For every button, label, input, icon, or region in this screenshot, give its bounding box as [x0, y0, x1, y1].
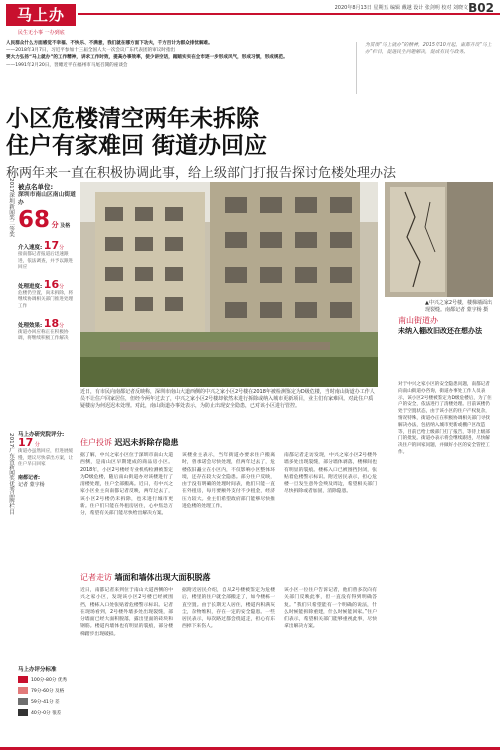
crack-photo-image — [385, 182, 493, 297]
quote-2-source: ——1991年2月20日，習總近平在福州市马尾召開的座谈会 — [6, 62, 128, 68]
score-item — [18, 317, 76, 343]
legend-row — [18, 687, 78, 694]
score-item-title: 介入速度: — [18, 245, 43, 251]
total-score: 68 — [18, 207, 51, 233]
headline-line-2: 住户有家难回 街道办回应 — [6, 133, 268, 159]
score-item-unit: 分 — [59, 283, 65, 290]
research-score-num: 17 — [18, 436, 34, 449]
score-item-text: 街道办回应称正在积极协调，将继续积极工作解决 — [18, 329, 69, 342]
score-item-title: 处理效果: — [18, 322, 43, 329]
research-score-title: 马上办研究院评分: — [18, 432, 65, 438]
research-score-unit: 分 — [34, 442, 40, 448]
section-1-prefix: 住户投诉 — [80, 438, 112, 447]
score-item-unit: 分 — [59, 245, 65, 251]
score-item-num: 18 — [43, 316, 60, 330]
quote-block — [6, 40, 336, 95]
logo-slogan: 民生无小事 一办到底 — [18, 30, 65, 36]
legend-label: 59分-41分 差 — [31, 699, 60, 705]
crack-photo — [385, 182, 493, 297]
score-item-text: 危楼仍空置，尚未拆除，将继续协调相关部门推进处理工作 — [18, 290, 74, 309]
page-number: B02 — [468, 1, 494, 15]
quote-2: 要大力弘扬“马上就办”的工作精神，讲求工作时效，提高办事效率，使少讲空话，踏踏实实在全市逐一步形成风气，形成习惯，形成规范。 — [6, 55, 288, 61]
legend-swatch — [18, 687, 28, 694]
legend-row — [18, 698, 78, 705]
legend-swatch — [18, 676, 28, 683]
section-1-title: 迟迟未拆除存隐患 — [114, 438, 179, 447]
reporter-label: 南都记者: — [18, 474, 40, 481]
section-1-col-2: 该楼业主表示，当年街道办要求住户搬离时，曾承诺会尽快处理，但两年过去了，危楼依旧矗立在小区内，不仅影响小区整体环境，还存在较大安全隐患。部分住户反映，由于没有明确的处理时间表，他们只能一直在外租房，每月要额外支付不少租金，经济压力较大。业主们希望政府部门能够尽快推进危楼的处理工作。 — [182, 453, 275, 510]
legend-title: 马上办评分标准 — [18, 667, 57, 673]
score-item-num: 16 — [43, 277, 60, 291]
right-title-1: 南山街道办 — [398, 316, 438, 325]
legend-label: 40分-0分 很差 — [31, 710, 62, 716]
right-title-2: 未纳入棚改旧改还在想办法 — [398, 327, 482, 335]
header-rule — [78, 13, 500, 15]
score-item — [18, 278, 76, 311]
score-item — [18, 239, 76, 272]
legend-swatch — [18, 698, 28, 705]
column-intro: 为贯彻“马上就办”的精神，2015年10月起，南都开设“马上办”栏目，促进民生问题解决，促成有民与政务。 — [356, 42, 494, 94]
section-2-prefix: 记者走访 — [80, 573, 112, 582]
subheadline: 称两年来一直在积极协调此事，给上级部门打报告探讨危楼处理办法 — [6, 166, 397, 181]
quote-1: 人民群众什么方面感觉不幸福、不快乐、不满意，我们就在哪方面下功夫，千方百计为群众排忧解难。 — [6, 41, 213, 46]
section-2-col-2: 据附近居民介绍，自从2号楼被鉴定为危楼后，楼里的住户就全部搬走了，如今楼栋一直空置。由于长期无人居住，楼道内积满灰尘，杂物堆积，存在一定的安全隐患。一些居民表示，每次路过都会绕道走，担心有东西掉下来伤人。 — [182, 588, 275, 630]
score-item-text: 接南都记者报道后迅速跟进，依法调查，并予以跟进回应 — [18, 252, 74, 271]
section-1-heading — [80, 437, 179, 448]
score-item-num: 17 — [43, 239, 60, 252]
award-label-lower: 2017广东省新闻奖优秀品牌栏目 — [8, 433, 14, 515]
right-body-text: 对于中兴之家小区的安全隐患问题，南都记者向南山街道办咨询，街道办事处工作人员表示，该小区2号楼被鉴定为D级危楼后，为了住户的安全，依法进行了清楼处理。目前该楼仍处于空置状态，由于该小区的住户产权复杂，情况特殊，街道办正在积极协调相关部门寻找解决办法，包括纳入城市更新或棚户区改造等，目前已给上级部门打了报告，等待上级部门的批复。街道办表示将会继续跟进，尽快解决住户的回家问题，并做好小区的安全管控工作。 — [398, 382, 492, 455]
photo-caption: 近日，有市民向南都记者反映称，深圳市南山大道西侧的中兴之家小区2号楼在2018年被检测鉴定为D级危楼，当时南山街道办工作人员不让住户回家居住，但经今两年过去了，中兴之家小区2号楼却依然未进行拆除或纳入城市更新项目，业主们有家难回。对此住户质疑楼房为何迟迟未处理。对此，南山街道办事处表示，为防止出现安全隐患，已对该小区进行管控。 — [80, 389, 375, 409]
date-line: 2020年8月13日 星期五 编辑 戴越 设计 张剑明 校对 刘晓文 — [334, 5, 468, 11]
score-item-title: 处理进度: — [18, 283, 43, 290]
legend-label: 100分-80分 优秀 — [31, 677, 68, 683]
headline — [6, 106, 496, 181]
score-item-unit: 分 — [59, 322, 65, 329]
right-section-title — [398, 315, 493, 336]
masthead — [0, 0, 500, 40]
logo: 马上办 — [6, 4, 76, 26]
quote-1-source: ——2018年3月7日，习近平参加十三届全国人大一次会议广东代表团的审议时指出 — [6, 48, 176, 54]
score-tag: 及格 — [60, 223, 71, 229]
building-photo-image — [80, 182, 378, 387]
building-photo — [80, 182, 378, 387]
section-2-col-1: 近日，南都记者来到位于南山大道西侧的中兴之家小区，发现该小区2号楼已经被围挡，楼栋入口处张贴着危楼警示标识。记者在现场看到，2号楼外墙多处出现裂缝，部分墙面已经大面积脱落，露出里面的砖块和钢筋。楼道内墙体也有明显的裂痕，部分楼梯踏步出现破损。 — [80, 588, 173, 637]
score-legend — [18, 665, 78, 720]
research-score — [18, 432, 76, 489]
section-1-col-1: 据了解，中兴之家小区位于深圳市南山大道西侧，是南山区早期建成的商品房小区。2018年，小区2号楼经专业机构检测被鉴定为D级危楼，随后南山街道办对该楼进行了清楼处理，住户全部搬离。近日，有中兴之家小区业主向南都记者反映，两年过去了，该小区2号楼仍未拆除，也未进行城市更新。住户们只能在外租房居住，心中焦急万分，希望有关部门能尽快给出解决方案。 — [80, 453, 173, 517]
score-card-unit: 深圳市南山区南山街道办 — [18, 192, 76, 206]
legend-row — [18, 709, 78, 716]
score-card-label: 被点名单位: — [18, 183, 54, 191]
reporter-names: 记者 蒙宇杨 — [18, 481, 45, 488]
headline-line-1: 小区危楼清空两年未拆除 — [6, 106, 259, 132]
research-score-text: 街道办虽然回应，但进展缓慢，建议尽快拿出方案，让住户早日回家 — [18, 449, 74, 468]
crack-photo-caption: ▲中兴之家2号楼，楼梯墙面出现裂缝。南都记者 蒙宇杨 摄 — [425, 300, 493, 313]
award-label-upper: 2017深圳新闻奖二等奖 — [8, 178, 14, 238]
legend-swatch — [18, 709, 28, 716]
score-unit: 分 — [51, 221, 59, 229]
legend-label: 79分-60分 及格 — [31, 688, 65, 694]
score-card — [18, 182, 76, 343]
section-1-col-3: 南都记者走访发现，中兴之家小区2号楼外墙多处出现裂缝，部分墙体剥落，楼梯间也有明显的裂痕。楼栋入口已被围挡封闭，张贴着危楼警示标识。附近居民表示，担心危楼一旦发生意外会殃及周边，希望相关部门尽快拆除或者加固，消除隐患。 — [284, 453, 377, 495]
section-2-title: 墙面和墙体出现大面积脱落 — [114, 573, 211, 582]
section-2-col-3: 该小区一位住户告诉记者，他们曾多次向有关部门反映此事，但一直没有得到明确答复。“我们只希望能有一个明确的说法，什么时候能拆除重建，什么时候能回家。”住户们表示，希望相关部门能够重视此事，尽快拿出解决方案。 — [284, 588, 377, 630]
legend-row — [18, 676, 78, 683]
section-2-heading — [80, 572, 211, 583]
